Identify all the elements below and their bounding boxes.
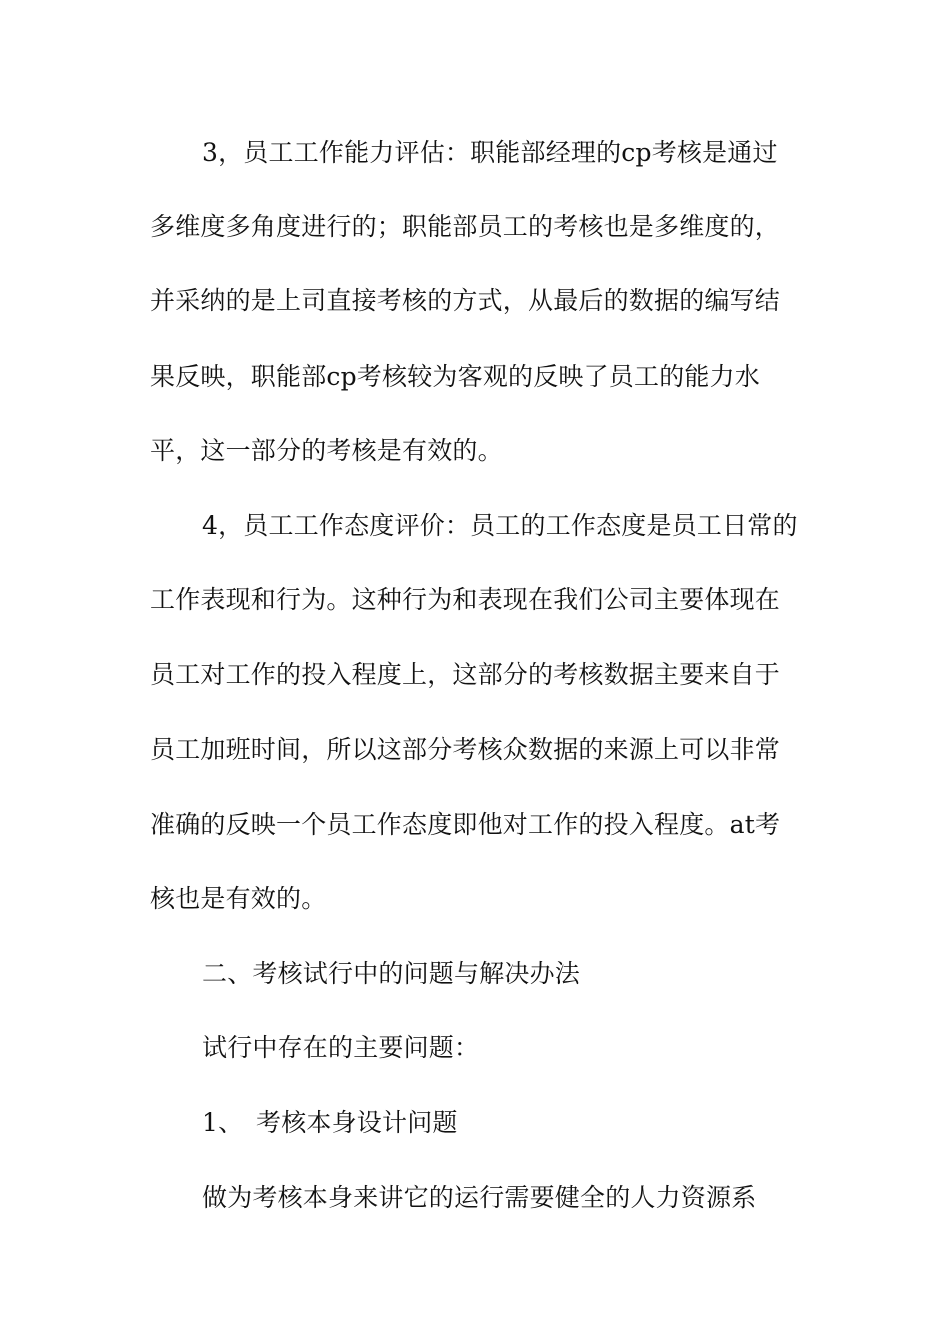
paragraph-3-line-5: 平，这一部分的考核是有效的。 [150, 436, 503, 465]
paragraph-4-line-4: 员工加班时间，所以这部分考核众数据的来源上可以非常 [150, 735, 781, 764]
paragraph-3-line-4: 果反映，职能部cp考核较为客观的反映了员工的能力水 [150, 362, 761, 391]
paragraph-4-line-5: 准确的反映一个员工作态度即他对工作的投入程度。at考 [150, 810, 781, 839]
paragraph-5-line-1: 做为考核本身来讲它的运行需要健全的人力资源系 [202, 1183, 757, 1212]
paragraph-4-line-3: 员工对工作的投入程度上，这部分的考核数据主要来自于 [150, 660, 781, 689]
paragraph-3-line-3: 并采纳的是上司直接考核的方式，从最后的数据的编写结 [150, 286, 781, 315]
subheading-main-problems: 试行中存在的主要问题： [202, 1033, 480, 1062]
list-item-1: 1、 考核本身设计问题 [202, 1108, 458, 1137]
paragraph-3-line-1: 3，员工工作能力评估：职能部经理的cp考核是通过 [202, 138, 778, 167]
document-page [150, 0, 810, 1344]
paragraph-4-line-6: 核也是有效的。 [150, 884, 327, 913]
paragraph-4-line-2: 工作表现和行为。这种行为和表现在我们公司主要体现在 [150, 585, 781, 614]
paragraph-3-line-2: 多维度多角度进行的；职能部员工的考核也是多维度的， [150, 212, 781, 241]
section-heading: 二、考核试行中的问题与解决办法 [202, 959, 581, 988]
paragraph-4-line-1: 4，员工工作态度评价：员工的工作态度是员工日常的 [202, 511, 798, 540]
